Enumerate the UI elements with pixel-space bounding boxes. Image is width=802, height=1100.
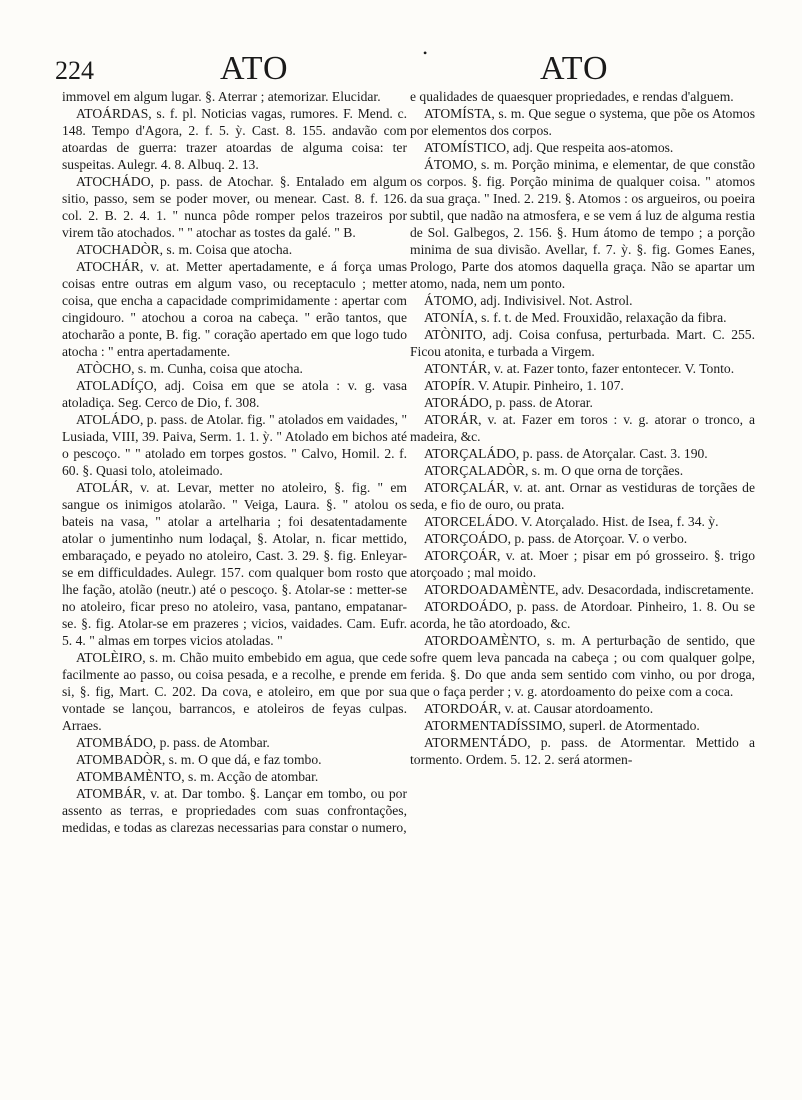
left-column: [62, 88, 407, 1078]
entry-atordoar: ATORDOÁR, v. at. Causar atordoamento.: [424, 701, 654, 716]
page-number: 224: [55, 56, 94, 85]
entry-atoardas: ATOÁRDAS, s. f. pl. Noticias vagas, rumores. F. Mend. c. 148. Tempo d'Agora, 2. f. 5. ỳ. Cast. 8. 155. andavão com atoardas de guerra: trazer atoardas de alguma coisa: ter suspeitas. Aulegr. 4. 8. Albuq. 2. 13.: [62, 106, 407, 172]
entry-continuation: e qualidades de quaesquer propriedades, e rendas d'alguem.: [410, 89, 734, 104]
entry-atomista: ATOMÍSTA, s. m. Que segue o systema, que põe os Atomos por elementos dos corpos.: [410, 106, 755, 138]
entry-atorar: ATORÁR, v. at. Fazer em toros : v. g. atorar o tronco, a madeira, &c.: [410, 412, 755, 444]
entry-atomo-noun: ÁTOMO, s. m. Porção minima, e elementar, de que constão os corpos. §. fig. Porção minima de qualquer coisa. " atomos da sua graça. " Ined. 2. 219. §. Atomos : os argueiros, ou poeira subtil, que nadão na atmosfera, e se vem á luz de alguma restia de Sol. Galbegos, 2. 156. §. Hum átomo de tempo ; a porção minima de sua divisão. Avellar, f. 7. ỳ. §. fig. Gomes Eanes, Prologo, Parte dos atomos daquella graça. Não se apartar um atomo, nada, nem um ponto.: [410, 157, 755, 291]
entry-atonito: ATÒNITO, adj. Coisa confusa, perturbada. Mart. C. 255. Ficou atonita, e turbada a Virgem.: [410, 327, 755, 359]
entry-atombador: ATOMBADÒR, s. m. O que dá, e faz tombo.: [76, 752, 322, 767]
running-head-left: ATO: [220, 50, 289, 87]
entry-atombamento: ATOMBAMÈNTO, s. m. Acção de atombar.: [76, 769, 319, 784]
entry-atormentado: ATORMENTÁDO, p. pass. de Atormentar. Mettido a tormento. Ordem. 5. 12. 2. será atormen-: [410, 735, 755, 767]
entry-atochador: ATOCHADÒR, s. m. Coisa que atocha.: [76, 242, 293, 257]
entry-atombado: ATOMBÁDO, p. pass. de Atombar.: [76, 735, 270, 750]
entry-atormentadissimo: ATORMENTADÍSSIMO, superl. de Atormentado.: [424, 718, 700, 733]
entry-atolado: ATOLÁDO, p. pass. de Atolar. fig. " atolados em vaidades, " Lusiada, VIII, 39. Paiva, Serm. 1. 1. ỳ. " Atolado em bichos até o pescoço. " " atolado em torpes gostos. " Calvo, Homil. 2. f. 60. §. Quasi tolo, atoleimado.: [62, 412, 407, 478]
entry-atocho: ATÒCHO, s. m. Cunha, coisa que atocha.: [76, 361, 303, 376]
running-head-right: ATO: [540, 50, 609, 87]
entry-atordoado: ATORDOÁDO, p. pass. de Atordoar. Pinheiro, 1. 8. Ou se acorda, he tão atordoado, &c.: [410, 599, 755, 631]
right-column: [410, 88, 755, 1078]
entry-atorcalado: ATORÇALÁDO, p. pass. de Atorçalar. Cast. 3. 190.: [424, 446, 708, 461]
entry-atontar: ATONTÁR, v. at. Fazer tonto, fazer entontecer. V. Tonto.: [424, 361, 735, 376]
entry-atordoadamente: ATORDOADAMÈNTE, adv. Desacordada, indiscretamente.: [424, 582, 754, 597]
entry-atoleiro: ATOLÈIRO, s. m. Chão muito embebido em agua, que cede facilmente ao passo, ou coisa pesada, e a recolhe, e prende em si, §. fig, Mart. C. 202. Da cova, e atoleiro, em que por sua vontade se lançou, barrancos, e atoleiros de feyas culpas. Arraes.: [62, 650, 407, 733]
entry-atochar: ATOCHÁR, v. at. Metter apertadamente, e á força umas coisas entre outras em algum vaso, ou receptaculo ; metter coisa, que encha a capacidade comprimidamente : apertar com cingidouro. " atochou a coroa na cabeça. " erão tantos, que atocharão a ponte, B. fig. " coração apertado em que logo tudo atocha : " entra apertadamente.: [62, 259, 407, 359]
entry-atorcoado: ATORÇOÁDO, p. pass. de Atorçoar. V. o verbo.: [424, 531, 688, 546]
entry-atolar: ATOLÁR, v. at. Levar, metter no atoleiro, §. fig. " em sangue os inimigos atolarão. " Veiga, Laura. §. " atolou os bateis na vasa, " atolar a artelharia ; foi desatentadamente atolar o jumentinho num lodaçal, §. Atolar, n. ficar mettido, embaraçado, e peyado no atoleiro, Cast. 3. 29. §. fig. Enleyar-se em difficuldades. Aulegr. 157. com qualquer bom rosto que lhe fação, atolão (neutr.) até o pescoço. §. Atolar-se : metter-se no atoleiro, ficar preso no atoleiro, vasa, pantano, empatanar-se. §. fig. Atolar-se em prazeres ; vicios, vaidades. Cam. Eufr. 5. 4. " almas em torpes vicios atoladas. ": [62, 480, 407, 648]
entry-atorcalar: ATORÇALÁR, v. at. ant. Ornar as vestiduras de torçães de seda, e fio de ouro, ou prata.: [410, 480, 755, 512]
entry-atomo-adj: ÁTOMO, adj. Indivisivel. Not. Astrol.: [424, 293, 633, 308]
entry-atorcelado: ATORCELÁDO. V. Atorçalado. Hist. de Isea, f. 34. ỳ.: [424, 514, 719, 529]
entry-atonia: ATONÍA, s. f. t. de Med. Frouxidão, relaxação da fibra.: [424, 310, 727, 325]
entry-atoladico: ATOLADÍÇO, adj. Coisa em que se atola : v. g. vasa atoladiça. Seg. Cerco de Dio, f. 308.: [62, 378, 407, 410]
entry-atombar: ATOMBÁR, v. at. Dar tombo. §. Lançar em tombo, ou por assento as terras, e propriedades com suas confrontações, medidas, e todas as clarezas necessarias para constar o numero,: [62, 786, 407, 835]
entry-continuation: immovel em algum lugar. §. Aterrar ; atemorizar. Elucidar.: [62, 89, 381, 104]
entry-atochado: ATOCHÁDO, p. pass. de Atochar. §. Entalado em algum sitio, passo, sem se poder mover, ou menear. Cast. 8. f. 126. col. 2. B. 2. 4. 1. " nunca pôde romper pelos trazeiros por virem tão atochados. " " atochar as tostes da galé. " B.: [62, 174, 407, 240]
entry-atomistico: ATOMÍSTICO, adj. Que respeita aos-atomos.: [424, 140, 674, 155]
entry-atorcalador: ATORÇALADÒR, s. m. O que orna de torçães.: [424, 463, 684, 478]
entry-atopir: ATOPÍR. V. Atupir. Pinheiro, 1. 107.: [424, 378, 624, 393]
entry-atorado: ATORÁDO, p. pass. de Atorar.: [424, 395, 593, 410]
entry-atorcoar: ATORÇOÁR, v. at. Moer ; pisar em pó grosseiro. §. trigo atorçoado ; mal moido.: [410, 548, 755, 580]
entry-atordoamento: ATORDOAMÈNTO, s. m. A perturbação de sentido, que sofre quem leva pancada na cabeça ; ou com qualquer golpe, ferida. §. Do que anda sem sentido com vinho, ou por droga, que o faça perder ; v. g. atordoamento do peixe com a coca.: [410, 633, 755, 699]
header-separator: •: [423, 46, 428, 60]
